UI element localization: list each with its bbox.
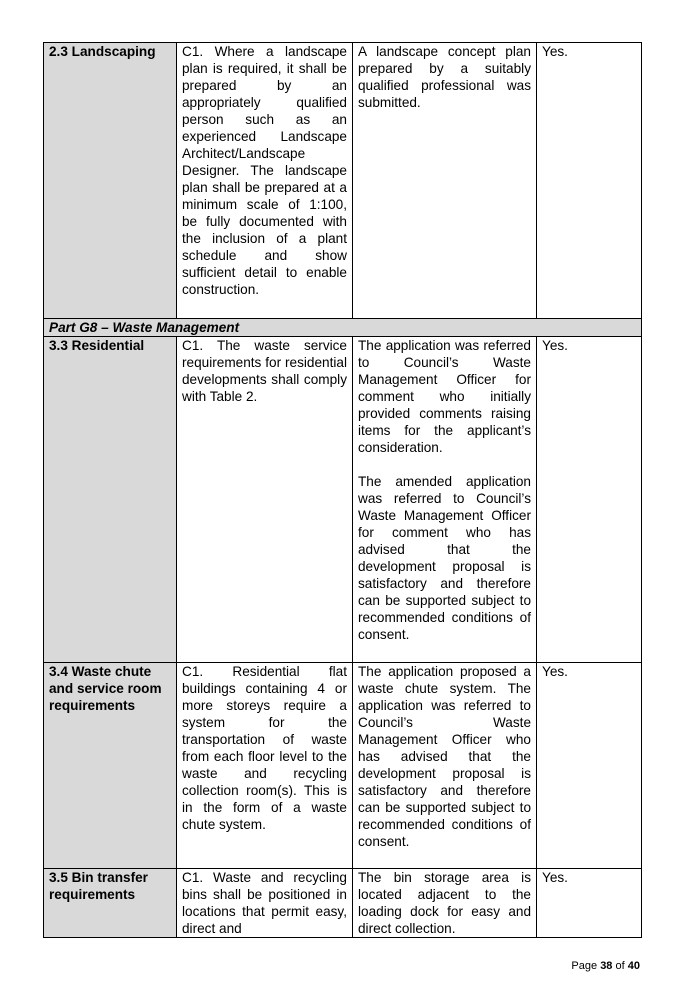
table-row [44, 869, 642, 938]
table-row [44, 337, 642, 663]
page-of: of [615, 960, 625, 972]
clause-heading: 3.4 Waste chute and service room requirements [44, 663, 177, 869]
control-text: C1. Where a landscape plan is required, it shall be prepared by an appropriately qualified person such as an experienced Landscape Architect/Landscape Designer. The landscape plan shall be prepared at a minimum scale of 1:100, be fully documented with the inclusion of a plant schedule and show sufficient detail to enable construction. [177, 43, 353, 319]
comment-paragraph: The application was referred to Council’s Waste Management Officer for comment who initially provided comments raising items for the applicant’s consideration. [358, 338, 531, 455]
clause-heading: 3.3 Residential [44, 337, 177, 663]
page-current: 38 [600, 960, 613, 972]
comment-paragraph: The amended application was referred to Council’s Waste Management Officer for comment who has advised that the development proposal is satisfactory and therefore can be supported subject to recommended conditions of consent. [358, 474, 531, 642]
control-text: C1. Waste and recycling bins shall be positioned in locations that permit easy, direct and [177, 869, 353, 938]
section-heading: Part G8 – Waste Management [44, 319, 642, 337]
control-text: C1. The waste service requirements for residential developments shall comply with Table 2. [177, 337, 353, 663]
comment-paragraph: The application proposed a waste chute system. The application was referred to Council’s Waste Management Officer who has advised that the development proposal is satisfactory and therefore can be supported subject to recommended conditions of consent. [358, 664, 531, 849]
compliance-status: Yes. [537, 337, 642, 663]
clause-heading: 3.5 Bin transfer requirements [44, 869, 177, 938]
control-text: C1. Residential flat buildings containing 4 or more storeys require a system for the transportation of waste from each floor level to the waste and recycling collection room(s). This is in the form of a waste chute system. [177, 663, 353, 869]
compliance-table [43, 42, 642, 938]
comment-cell [353, 43, 537, 319]
clause-heading: 2.3 Landscaping [44, 43, 177, 319]
table-row [44, 43, 642, 319]
page-prefix: Page [571, 960, 598, 972]
page-footer [571, 960, 640, 972]
comment-cell [353, 337, 537, 663]
comment-paragraph: The bin storage area is located adjacent to the loading dock for easy and direct collection. [358, 870, 531, 936]
compliance-status: Yes. [537, 43, 642, 319]
section-row [44, 319, 642, 337]
comment-cell [353, 869, 537, 938]
comment-cell [353, 663, 537, 869]
page-total: 40 [627, 960, 640, 972]
table-row [44, 663, 642, 869]
compliance-status: Yes. [537, 663, 642, 869]
comment-paragraph: A landscape concept plan prepared by a suitably qualified professional was submitted. [358, 44, 531, 110]
compliance-status: Yes. [537, 869, 642, 938]
